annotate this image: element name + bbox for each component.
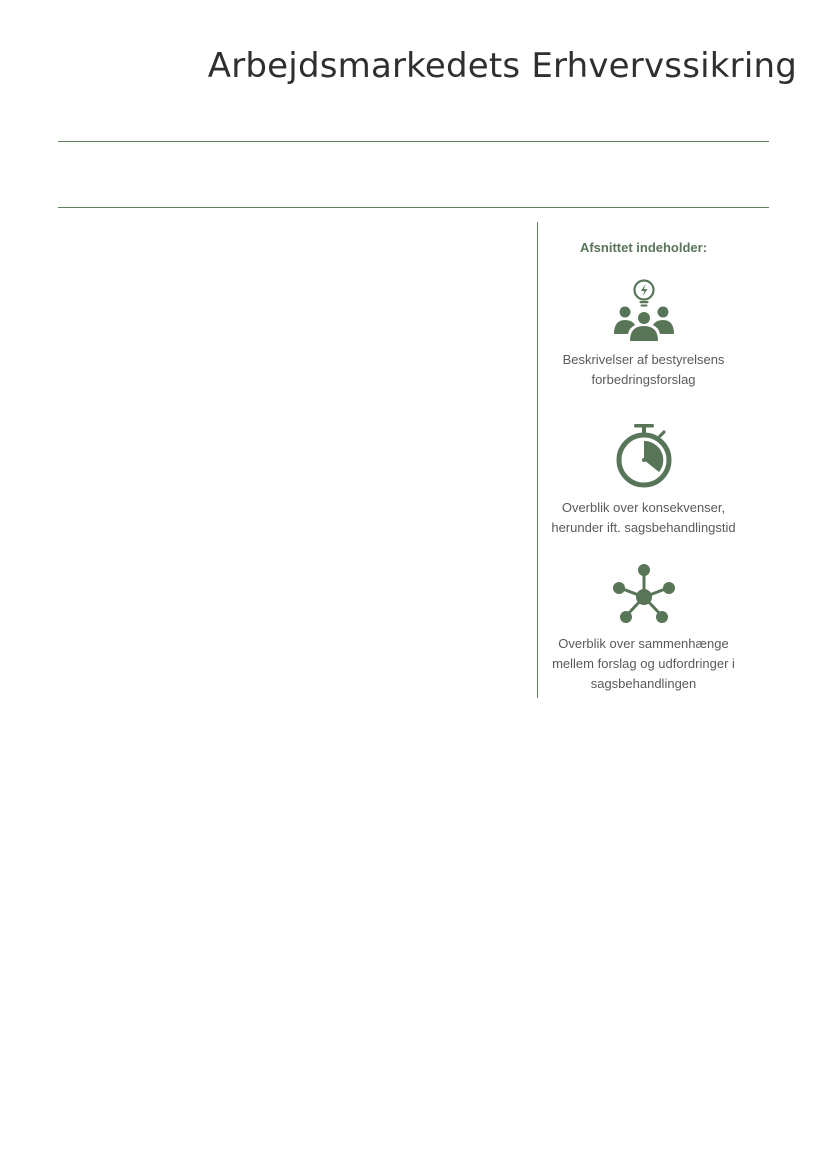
feature-text: Overblik over sammenhænge mellem forslag og udfordringer i sagsbehandlingen xyxy=(552,636,735,691)
feature-text: Beskrivelser af bestyrelsens forbedringsforslag xyxy=(562,352,725,387)
section-contents-sidebar xyxy=(545,238,742,691)
network-hub-icon xyxy=(545,564,742,626)
feature-consequences-overview xyxy=(545,424,742,538)
feature-text: Overblik over konsekvenser, herunder ift. sagsbehandlingstid xyxy=(551,500,736,535)
sidebar-heading: Afsnittet indeholder: xyxy=(579,240,708,255)
header-divider-top xyxy=(58,141,769,142)
stopwatch-icon xyxy=(545,424,742,490)
page-title: Arbejdsmarkedets Erhvervssikring xyxy=(207,46,797,86)
feature-connections-overview xyxy=(545,564,742,694)
header-divider-bottom xyxy=(58,207,769,208)
feature-improvement-proposals xyxy=(545,278,742,390)
team-lightbulb-icon xyxy=(545,278,742,342)
sidebar-divider xyxy=(537,222,538,698)
